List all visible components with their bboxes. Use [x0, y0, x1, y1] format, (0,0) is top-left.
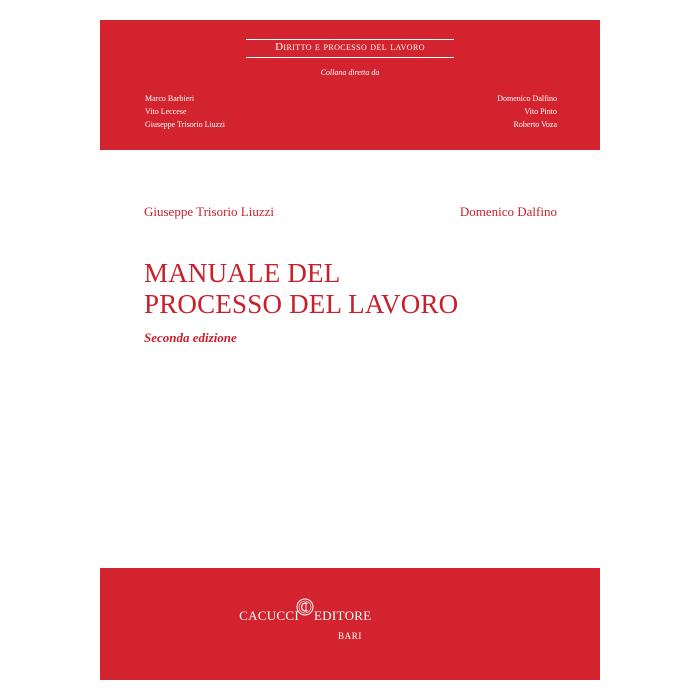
- cacucci-seal-icon: [296, 598, 314, 621]
- series-editor: Vito Leccese: [145, 107, 187, 116]
- edition-label: Seconda edizione: [144, 330, 237, 345]
- series-subtitle: Collana diretta da: [320, 68, 380, 77]
- publisher-band: [100, 568, 600, 680]
- series-title: Diritto e processo del lavoro: [275, 41, 425, 53]
- publisher-name-right: EDITORE: [314, 608, 372, 623]
- book-title-line: MANUALE DEL: [144, 258, 341, 288]
- series-editors-right: [497, 92, 557, 131]
- series-editor: Roberto Voza: [513, 120, 557, 129]
- book-title: [144, 258, 458, 320]
- author-name: Domenico Dalfino: [459, 204, 557, 219]
- series-rule-bottom: [246, 57, 454, 58]
- series-editors-left: [145, 92, 225, 131]
- series-editor: Domenico Dalfino: [497, 94, 557, 103]
- series-editor: Marco Barbieri: [145, 94, 195, 103]
- publisher-place: BARI: [338, 631, 362, 641]
- author-name: Giuseppe Trisorio Liuzzi: [144, 204, 274, 219]
- series-editor: Giuseppe Trisorio Liuzzi: [145, 120, 225, 129]
- book-cover: [100, 20, 600, 680]
- series-editor: Vito Pinto: [524, 107, 557, 116]
- series-header-band: [100, 20, 600, 150]
- book-title-line: PROCESSO DEL LAVORO: [144, 289, 459, 319]
- publisher-name-left: CACUCCI: [239, 608, 299, 623]
- series-rule-top: [246, 39, 454, 40]
